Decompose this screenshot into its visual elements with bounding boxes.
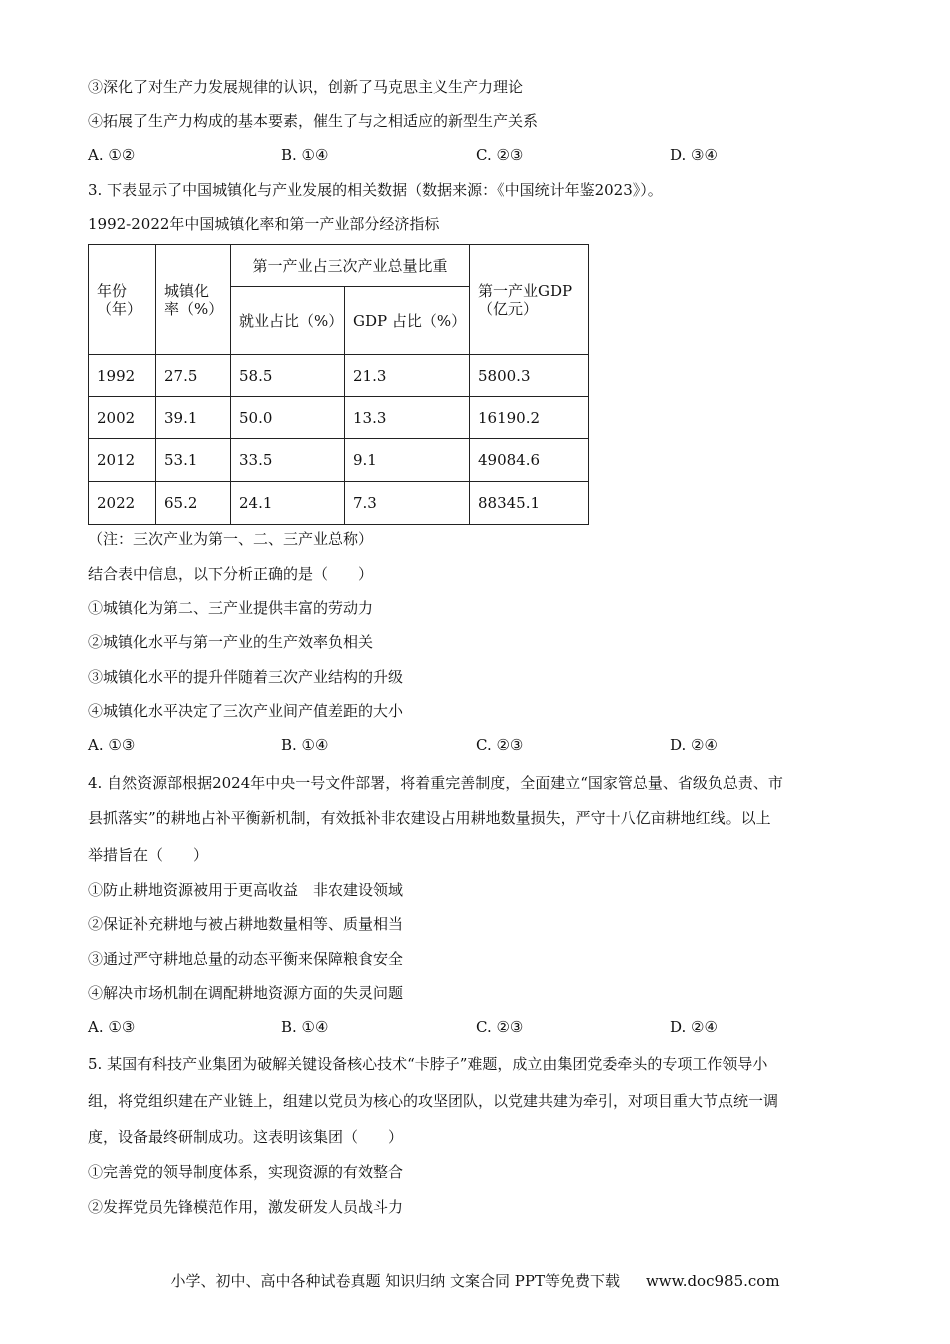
footer-url[interactable]: www.doc985.com <box>645 1272 780 1290</box>
q4-stem-line-2: 县抓落实”的耕地占补平衡新机制，有效抵补非农建设占用耕地数量损失，严守十八亿亩耕地红线。以上 <box>88 809 771 827</box>
q4-item-1: ①防止耕地资源被用于更高收益 非农建设领域 <box>88 881 404 899</box>
q2-option-b: B. ①④ <box>281 146 329 164</box>
q4-stem-line-1: 4. 自然资源部根据2024年中央一号文件部署，将着重完善制度，全面建立“国家管总量、省级负总责、市 <box>88 774 783 792</box>
cell-urbanization: 39.1 <box>156 397 231 439</box>
q4-option-c: C. ②③ <box>476 1018 524 1036</box>
urbanization-table <box>88 244 589 525</box>
header-employment-share: 就业占比（%） <box>231 287 345 355</box>
q3-item-2: ②城镇化水平与第一产业的生产效率负相关 <box>88 633 374 651</box>
table-row <box>89 397 589 439</box>
q4-item-2: ②保证补充耕地与被占耕地数量相等、质量相当 <box>88 915 404 933</box>
cell-gdp-share: 13.3 <box>345 397 470 439</box>
q4-stem-line-3: 举措旨在（ ） <box>88 846 209 864</box>
header-primary-gdp: 第一产业GDP（亿元） <box>470 245 589 355</box>
q2-options <box>88 145 848 165</box>
table-row <box>89 355 589 397</box>
table-note: （注：三次产业为第一、二、三产业总称） <box>88 530 374 548</box>
footer-text: 小学、初中、高中各种试卷真题 知识归纳 文案合同 PPT等免费下载 <box>170 1272 620 1290</box>
q2-option-a: A. ①② <box>88 146 136 164</box>
cell-employment-share: 50.0 <box>231 397 345 439</box>
header-year: 年份（年） <box>89 245 156 355</box>
cell-year: 2002 <box>89 397 156 439</box>
q4-item-3: ③通过严守耕地总量的动态平衡来保障粮食安全 <box>88 950 404 968</box>
q4-option-a: A. ①③ <box>88 1018 136 1036</box>
page-footer <box>0 1270 950 1291</box>
q3-question: 结合表中信息，以下分析正确的是（ ） <box>88 565 374 583</box>
cell-employment-share: 24.1 <box>231 482 345 525</box>
q2-item-4: ④拓展了生产力构成的基本要素，催生了与之相适应的新型生产关系 <box>88 112 539 130</box>
q3-item-1: ①城镇化为第二、三产业提供丰富的劳动力 <box>88 599 374 617</box>
q5-stem-line-2: 组，将党组织建在产业链上，组建以党员为核心的攻坚团队，以党建共建为牵引，对项目重大节点统一调 <box>88 1092 779 1110</box>
q5-item-1: ①完善党的领导制度体系，实现资源的有效整合 <box>88 1163 404 1181</box>
cell-year: 1992 <box>89 355 156 397</box>
q2-option-d: D. ③④ <box>670 146 718 164</box>
cell-urbanization: 53.1 <box>156 439 231 482</box>
cell-primary-gdp: 16190.2 <box>470 397 589 439</box>
q4-option-d: D. ②④ <box>670 1018 718 1036</box>
cell-year: 2012 <box>89 439 156 482</box>
table-row <box>89 439 589 482</box>
cell-gdp-share: 7.3 <box>345 482 470 525</box>
q3-item-4: ④城镇化水平决定了三次产业间产值差距的大小 <box>88 702 404 720</box>
q5-stem-line-1: 5. 某国有科技产业集团为破解关键设备核心技术“卡脖子”难题，成立由集团党委牵头的专项工作领导小 <box>88 1055 768 1073</box>
cell-year: 2022 <box>89 482 156 525</box>
q3-item-3: ③城镇化水平的提升伴随着三次产业结构的升级 <box>88 668 404 686</box>
q5-stem-line-3: 度，设备最终研制成功。这表明该集团（ ） <box>88 1128 404 1146</box>
q3-option-c: C. ②③ <box>476 736 524 754</box>
cell-urbanization: 65.2 <box>156 482 231 525</box>
cell-employment-share: 58.5 <box>231 355 345 397</box>
q2-item-3: ③深化了对生产力发展规律的认识，创新了马克思主义生产力理论 <box>88 78 524 96</box>
cell-primary-gdp: 5800.3 <box>470 355 589 397</box>
table-row <box>89 482 589 525</box>
table-title: 1992-2022年中国城镇化率和第一产业部分经济指标 <box>88 215 440 233</box>
q2-option-c: C. ②③ <box>476 146 524 164</box>
q3-option-b: B. ①④ <box>281 736 329 754</box>
q4-option-b: B. ①④ <box>281 1018 329 1036</box>
header-urbanization: 城镇化率（%） <box>156 245 231 355</box>
cell-primary-gdp: 49084.6 <box>470 439 589 482</box>
cell-urbanization: 27.5 <box>156 355 231 397</box>
q4-options <box>88 1017 848 1037</box>
q3-stem: 3. 下表显示了中国城镇化与产业发展的相关数据（数据来源：《中国统计年鉴2023》）。 <box>88 181 663 199</box>
q3-options <box>88 735 848 755</box>
cell-employment-share: 33.5 <box>231 439 345 482</box>
cell-gdp-share: 21.3 <box>345 355 470 397</box>
q3-option-d: D. ②④ <box>670 736 718 754</box>
header-gdp-share: GDP 占比（%） <box>345 287 470 355</box>
header-primary-share-group: 第一产业占三次产业总量比重 <box>231 245 470 287</box>
q3-option-a: A. ①③ <box>88 736 136 754</box>
q4-item-4: ④解决市场机制在调配耕地资源方面的失灵问题 <box>88 984 404 1002</box>
cell-primary-gdp: 88345.1 <box>470 482 589 525</box>
cell-gdp-share: 9.1 <box>345 439 470 482</box>
q5-item-2: ②发挥党员先锋模范作用，激发研发人员战斗力 <box>88 1198 404 1216</box>
